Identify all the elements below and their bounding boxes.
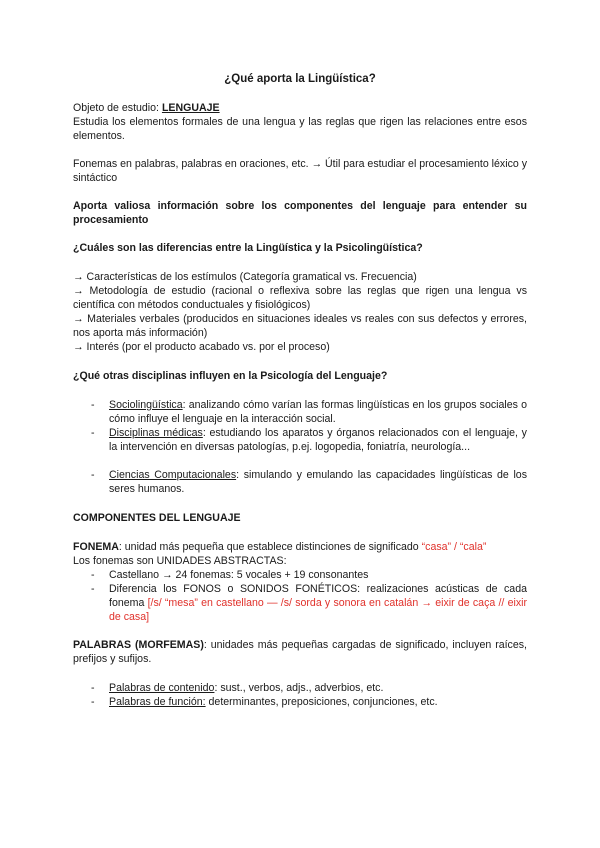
- bullet-dash: -: [91, 399, 95, 411]
- fonema-abstract: Los fonemas son UNIDADES ABSTRACTAS:: [73, 555, 287, 567]
- palabras-bullet: Palabras de contenido: sust., verbos, adjs., adverbios, etc.: [109, 682, 384, 694]
- objeto-de-estudio: [73, 101, 527, 115]
- diferencia-item: → Materiales verbales (producidos en situaciones ideales vs reales con sus defectos y errores, nos aporta más información): [73, 313, 527, 339]
- page-title: ¿Qué aporta la Lingüística?: [224, 73, 376, 85]
- disciplina-term: Ciencias Computacionales: [109, 469, 237, 481]
- objeto-description: Estudia los elementos formales de una lengua y las reglas que rigen las relaciones entre esos elementos.: [73, 116, 527, 142]
- diferencia-item: → Características de los estímulos (Categoría gramatical vs. Frecuencia): [73, 271, 417, 283]
- disciplina-item: Ciencias Computacionales: simulando y emulando las capacidades lingüísticas de los seres humanos.: [109, 469, 527, 495]
- palabras-term: PALABRAS (MORFEMAS): [73, 639, 204, 651]
- aporta-statement: Aporta valiosa información sobre los componentes del lenguaje para entender su procesamiento: [73, 200, 527, 226]
- bullet-dash: -: [91, 583, 95, 595]
- bullet-dash: -: [91, 696, 95, 708]
- diferencia-item: → Metodología de estudio (racional o reflexiva sobre las reglas que rigen una lengua vs científica con métodos conductuales y fisiológicos): [73, 285, 527, 311]
- bullet-dash: -: [91, 469, 95, 481]
- fonemas-line: Fonemas en palabras, palabras en oraciones, etc. → Útil para estudiar el procesamiento léxico y sintáctico: [73, 158, 528, 184]
- disciplina-item: Sociolingüística: analizando cómo varían las formas lingüísticas en los grupos sociales o cómo influye el lenguaje en la interacción social.: [109, 399, 527, 425]
- disciplina-term: Sociolingüística: [109, 399, 183, 411]
- disciplina-item: Disciplinas médicas: estudiando los aparatos y órganos relacionados con el lenguaje, y la intervención en diversas patologías, p.ej. logopedia, foniatría, neurología...: [109, 427, 527, 453]
- palabras-bullet: Palabras de función: determinantes, preposiciones, conjunciones, etc.: [109, 696, 438, 708]
- palabras-definition: PALABRAS (MORFEMAS): unidades más pequeñas cargadas de significado, incluyen raíces, prefijos y sufijos.: [73, 639, 527, 665]
- fonema-example: “casa” / “cala”: [421, 541, 487, 553]
- diferencias-heading: ¿Cuáles son las diferencias entre la Lingüística y la Psicolingüística?: [73, 242, 423, 254]
- palabras-term-funcion: Palabras de función:: [109, 696, 206, 708]
- fonema-example-red: [/s/ “mesa” en castellano — /s/ sorda y sonora en catalán → eixir de caça // eixir de casa]: [109, 597, 527, 623]
- fonema-bullet: Castellano → 24 fonemas: 5 vocales + 19 consonantes: [109, 569, 369, 581]
- bullet-dash: -: [91, 427, 95, 439]
- fonema-definition: FONEMA: unidad más pequeña que establece distinciones de significado “casa” / “cala”: [73, 541, 487, 553]
- objeto-label: Objeto de estudio:: [73, 102, 162, 114]
- diferencias-list: [73, 270, 527, 354]
- palabras-term-contenido: Palabras de contenido: [109, 682, 215, 694]
- disciplinas-heading: ¿Qué otras disciplinas influyen en la Psicología del Lenguaje?: [73, 370, 388, 382]
- bullet-dash: -: [91, 569, 95, 581]
- diferencia-item: → Interés (por el producto acabado vs. por el proceso): [73, 341, 330, 353]
- fonema-bullet: Diferencia los FONOS o SONIDOS FONÉTICOS: realizaciones acústicas de cada fonema [/s/ “mesa” en castellano — /s/ sorda y sonora en catalán → eixir de caça // eixir de casa]: [109, 583, 527, 623]
- componentes-heading: COMPONENTES DEL LENGUAJE: [73, 512, 241, 524]
- objeto-value: LENGUAJE: [161, 102, 220, 114]
- disciplina-term: Disciplinas médicas: [109, 427, 203, 439]
- fonema-term: FONEMA: [73, 541, 119, 553]
- bullet-dash: -: [91, 682, 95, 694]
